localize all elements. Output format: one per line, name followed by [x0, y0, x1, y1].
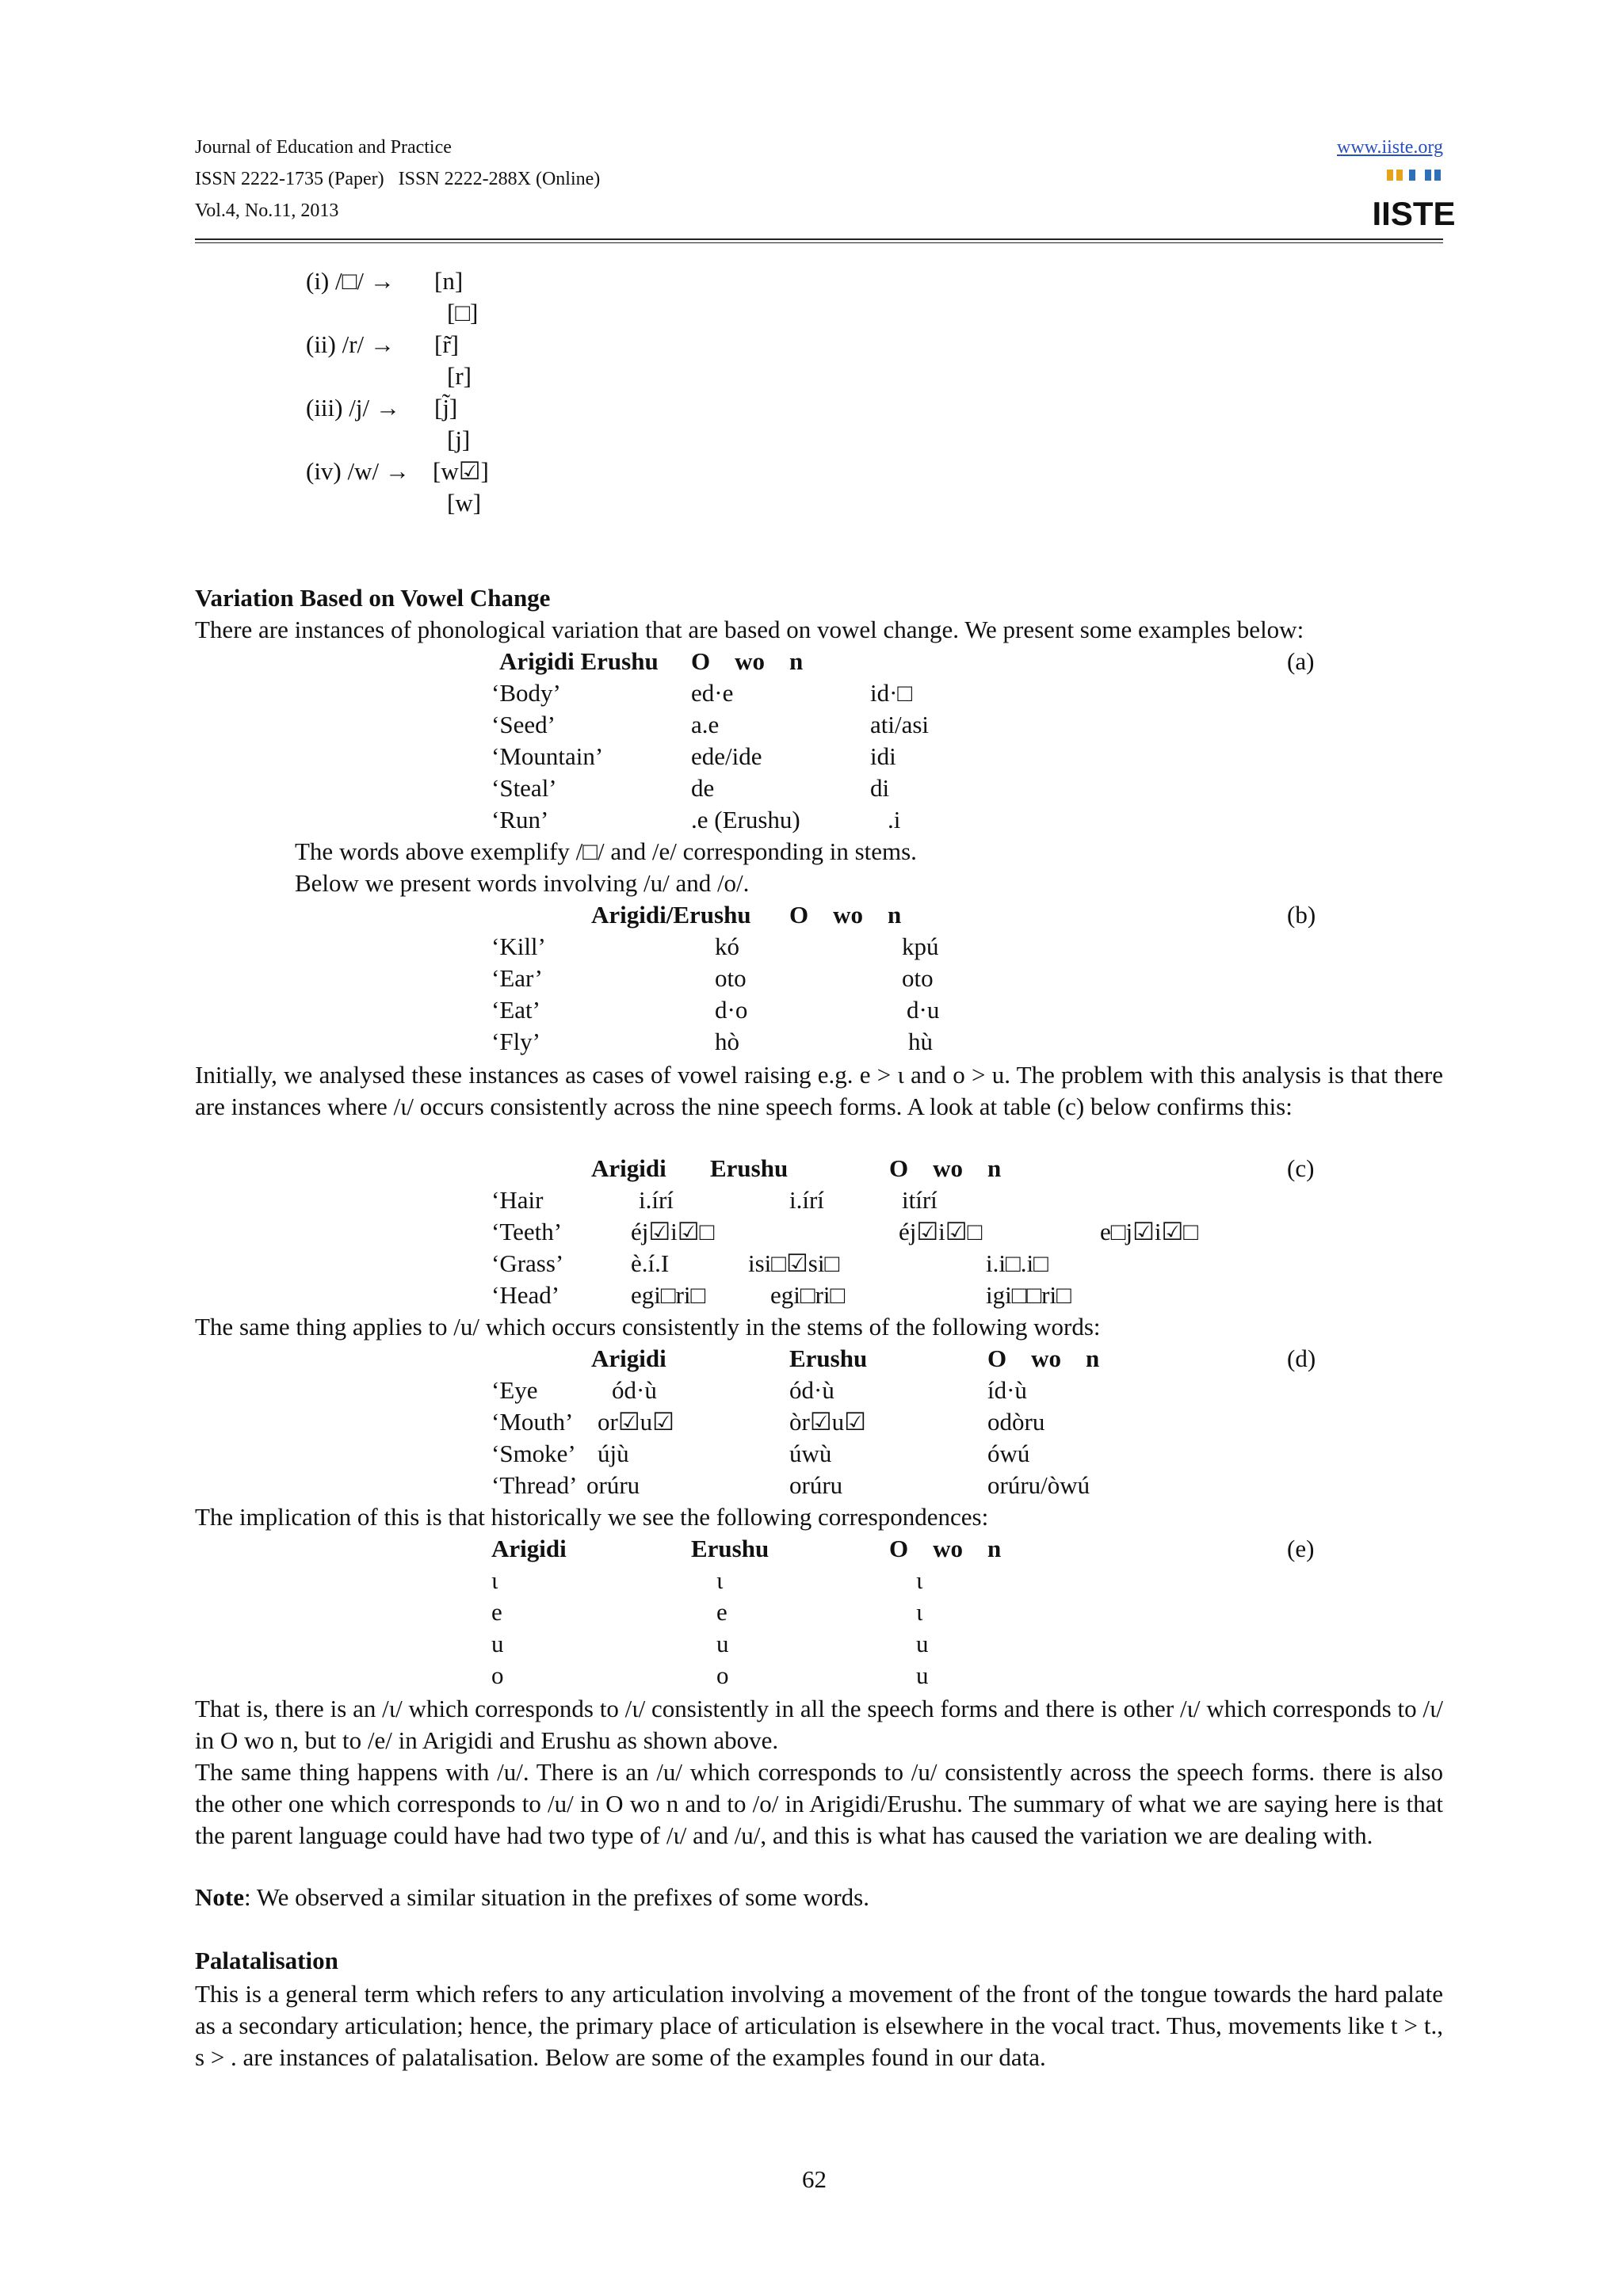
header-rule-thin	[195, 242, 1443, 243]
table-c-cell: è.í.I	[631, 1249, 670, 1277]
table-b-cell: d·u	[907, 996, 940, 1024]
table-a-cell: ‘Body’	[491, 679, 561, 707]
table-b-cell: ‘Fly’	[491, 1028, 540, 1055]
table-d-tag: (d)	[1287, 1344, 1316, 1372]
table-c-cell: e□j☑i☑□	[1100, 1218, 1199, 1245]
table-d-header: Erushu	[789, 1344, 868, 1372]
issn-line: ISSN 2222-1735 (Paper) ISSN 2222-288X (Online)	[195, 169, 601, 189]
table-c-header: Arigidi	[591, 1154, 666, 1182]
header-rule	[195, 238, 1443, 240]
table-a-tag: (a)	[1287, 647, 1315, 675]
table-d-cell: orúru	[789, 1471, 843, 1499]
table-d-cell: orúru/òwú	[987, 1471, 1090, 1499]
table-a-cell: idi	[870, 742, 896, 770]
table-e-cell: ɩ	[716, 1566, 724, 1594]
table-c-cell: i.írí	[789, 1186, 824, 1214]
paragraph: The same thing happens with /u/. There is an /u/ which corresponds to /u/ consistently across the speech forms. there is also the other one which corresponds to /u/ in O wo n and to /o/ in Arigidi/Erushu. The summary of what we are saying here is that the parent language could have had two type of /ɩ/ and /u/, and this is what has caused the variation we are dealing with.	[195, 1758, 1443, 1849]
table-a-cell: .i	[888, 806, 901, 833]
table-a-cell: a.e	[691, 711, 720, 738]
table-c-cell: igi□□ri□	[986, 1281, 1071, 1309]
table-c-cell: egi□ri□	[631, 1281, 706, 1309]
note-text: : We observed a similar situation in the prefixes of some words.	[243, 1883, 869, 1911]
rule-label: (iii) /j/ →	[306, 394, 400, 421]
table-b-cell: hò	[715, 1028, 739, 1055]
table-b-cell: kpú	[902, 933, 939, 960]
rule-output-alt: [r]	[447, 362, 472, 390]
table-b-cell: kó	[715, 933, 739, 960]
table-e-cell: ɩ	[491, 1566, 498, 1594]
rule-output: [n]	[434, 267, 464, 295]
table-a-cell: ede/ide	[691, 742, 762, 770]
table-d-cell: íd·ù	[987, 1376, 1027, 1404]
table-d-header: O wo n	[987, 1344, 1100, 1372]
table-c-cell: i.i□.i□	[986, 1249, 1048, 1277]
table-b-cell: oto	[902, 964, 934, 992]
rule-label: (i) /□/ →	[306, 267, 395, 295]
table-d-cell: úwù	[789, 1440, 832, 1467]
table-b-header: O wo n	[789, 901, 902, 929]
iiste-logo	[1372, 168, 1456, 232]
paragraph: Initially, we analysed these instances as cases of vowel raising e.g. e > ɩ and o > u. The problem with this analysis is that there are instances where /ɩ/ occurs consistently across the nine speech forms. A look at table (c) below confirms this:	[195, 1061, 1443, 1120]
table-d-cell: orúru	[586, 1471, 640, 1499]
table-b-header: Arigidi/Erushu	[591, 901, 751, 929]
svg-text:IISTE: IISTE	[1372, 195, 1456, 232]
journal-title: Journal of Education and Practice	[195, 137, 452, 158]
volume-line: Vol.4, No.11, 2013	[195, 200, 339, 221]
table-c-header: O wo n	[889, 1154, 1002, 1182]
table-d-header: Arigidi	[591, 1344, 666, 1372]
table-a-cell: ‘Seed’	[491, 711, 556, 738]
table-c-cell: i.írí	[639, 1186, 674, 1214]
table-d-cell: ‘Mouth’	[491, 1408, 574, 1436]
table-e-cell: u	[916, 1630, 929, 1657]
table-c-cell: isi□☑si□	[748, 1249, 840, 1277]
rule-output-alt: [□]	[447, 299, 479, 326]
table-e-tag: (e)	[1287, 1535, 1315, 1562]
table-d-cell: odòru	[987, 1408, 1045, 1436]
table-c-cell: ‘Teeth’	[491, 1218, 563, 1245]
journal-url-link[interactable]: www.iiste.org	[1337, 137, 1443, 158]
table-a-cell: ‘Run’	[491, 806, 549, 833]
table-a-cell: de	[691, 774, 715, 802]
table-b-cell: ‘Ear’	[491, 964, 543, 992]
paragraph: The implication of this is that historically we see the following correspondences:	[195, 1503, 989, 1531]
table-e-cell: o	[491, 1661, 504, 1689]
rule-output: [r̃]	[434, 330, 459, 358]
section-heading-palatalisation: Palatalisation	[195, 1947, 338, 1974]
section-intro: There are instances of phonological variation that are based on vowel change. We present some examples below:	[195, 616, 1304, 643]
paragraph: The same thing applies to /u/ which occurs consistently in the stems of the following words:	[195, 1313, 1101, 1341]
table-d-cell: ód·ù	[789, 1376, 834, 1404]
table-e-cell: u	[916, 1661, 929, 1689]
paragraph: That is, there is an /ɩ/ which corresponds to /ɩ/ consistently in all the speech forms and there is other /ɩ/ which corresponds to /ɩ/ in O wo n, but to /e/ in Arigidi and Erushu as shown above.	[195, 1695, 1443, 1754]
table-c-cell: éj☑i☑□	[631, 1218, 715, 1245]
table-d-cell: ówú	[987, 1440, 1030, 1467]
table-a-header: Arigidi Erushu	[499, 647, 659, 675]
table-d-cell: or☑u☑	[598, 1408, 674, 1436]
table-e-header: Erushu	[691, 1535, 769, 1562]
table-d-cell: ‘Smoke’	[491, 1440, 576, 1467]
table-a-header: O wo n	[691, 647, 804, 675]
table-e-cell: ɩ	[916, 1598, 923, 1626]
table-a-cell: di	[870, 774, 890, 802]
table-c-cell: éj☑i☑□	[899, 1218, 983, 1245]
table-b-cell: hù	[908, 1028, 933, 1055]
table-d-cell: ‘Eye	[491, 1376, 538, 1404]
table-c-tag: (c)	[1287, 1154, 1315, 1182]
table-b-tag: (b)	[1287, 901, 1316, 929]
table-a-cell: ‘Mountain’	[491, 742, 604, 770]
table-a-cell: ati/asi	[870, 711, 930, 738]
table-b-cell: ‘Eat’	[491, 996, 540, 1024]
table-c-cell: egi□ri□	[770, 1281, 846, 1309]
note-line: The words above exemplify /□/ and /e/ corresponding in stems.	[295, 837, 917, 865]
table-c-cell: ‘Grass’	[491, 1249, 564, 1277]
paragraph: This is a general term which refers to any articulation involving a movement of the front of the tongue towards the hard palate as a secondary articulation; hence, the primary place of articulation is elsewhere in the vocal tract. Thus, movements like t > t., s > . are instances of palatalisation. Below are some of the examples found in our data.	[195, 1980, 1443, 2071]
table-d-cell: újù	[598, 1440, 629, 1467]
table-a-cell: id·□	[870, 679, 913, 707]
table-a-cell: .e (Erushu)	[691, 806, 800, 833]
rule-output: [w☑]	[433, 457, 489, 485]
note-paragraph	[195, 1883, 869, 1912]
table-e-header: Arigidi	[491, 1535, 567, 1562]
rule-label: (iv) /w/ →	[306, 457, 410, 485]
rule-output-alt: [j]	[447, 425, 471, 453]
table-e-cell: o	[716, 1661, 729, 1689]
table-a-cell: ed·e	[691, 679, 734, 707]
table-e-cell: u	[716, 1630, 729, 1657]
rule-output-alt: [w]	[447, 489, 482, 517]
rule-label: (ii) /r/ →	[306, 330, 395, 358]
table-e-cell: e	[716, 1598, 727, 1626]
table-c-cell: ‘Hair	[491, 1186, 544, 1214]
table-e-cell: u	[491, 1630, 504, 1657]
note-line: Below we present words involving /u/ and /o/.	[295, 869, 750, 897]
table-e-cell: ɩ	[916, 1566, 923, 1594]
table-d-cell: ód·ù	[612, 1376, 657, 1404]
page-number: 62	[802, 2165, 827, 2193]
table-d-cell: ‘Thread’	[491, 1471, 578, 1499]
table-e-cell: e	[491, 1598, 502, 1626]
table-b-cell: d·o	[715, 996, 748, 1024]
table-b-cell: oto	[715, 964, 747, 992]
table-c-header: Erushu	[710, 1154, 789, 1182]
table-a-cell: ‘Steal’	[491, 774, 557, 802]
note-label: Note	[195, 1883, 244, 1911]
table-c-cell: ‘Head’	[491, 1281, 560, 1309]
table-c-cell: itírí	[902, 1186, 938, 1214]
section-heading-vowel-change: Variation Based on Vowel Change	[195, 584, 551, 612]
table-d-cell: òr☑u☑	[789, 1408, 866, 1436]
rule-output: [j̃]	[434, 394, 458, 421]
table-e-header: O wo n	[889, 1535, 1002, 1562]
table-b-cell: ‘Kill’	[491, 933, 546, 960]
